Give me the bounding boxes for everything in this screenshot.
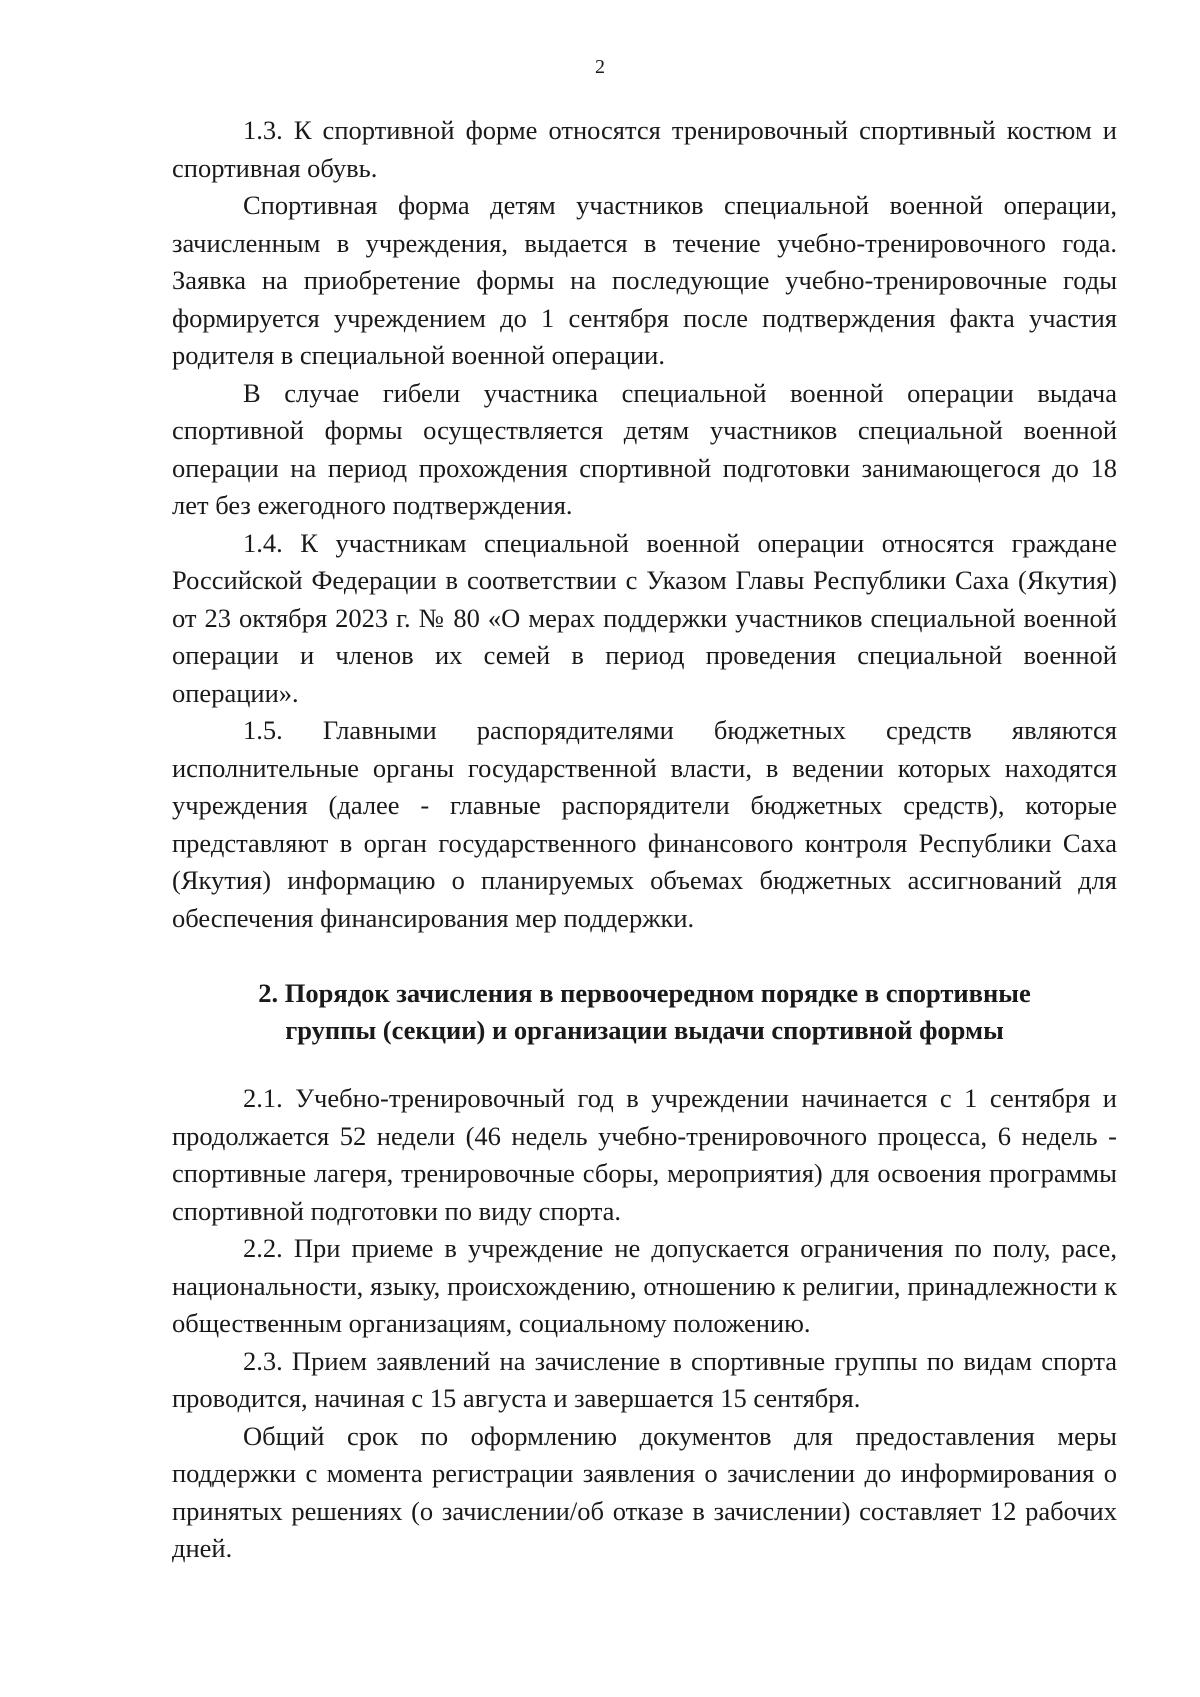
section-1 [172, 112, 1117, 937]
section-2-heading-line-1: 2. Порядок зачисления в первоочередном порядке в спортивные [258, 978, 1031, 1008]
document-body [172, 112, 1117, 1568]
page-number: 2 [595, 56, 605, 78]
paragraph-2-1: 2.1. Учебно-тренировочный год в учреждении начинается с 1 сентября и продолжается 52 недели (46 недель учебно-тренировочного процесса, 6 недель - спортивные лагеря, тренировочные сборы, мероприятия) для освоения программы спортивной подготовки по виду спорта. [172, 1083, 1117, 1226]
paragraph-1-3: 1.3. К спортивной форме относятся тренировочный спортивный костюм и спортивная обувь. [172, 115, 1117, 183]
paragraph-1-5: 1.5. Главными распорядителями бюджетных средств являются исполнительные органы государственной власти, в ведении которых находятся учреждения (далее - главные распорядители бюджетных средств), которые представляют в орган государственного финансового контроля Республики Саха (Якутия) информацию о планируемых объемах бюджетных ассигнований для обеспечения финансирования мер поддержки. [172, 715, 1117, 933]
paragraph-sport-uniform-issue: Спортивная форма детям участников специальной военной операции, зачисленным в учреждения, выдается в течение учебно-тренировочного года. Заявка на приобретение формы на последующие учебно-тренировочные годы формируется учреждением до 1 сентября после подтверждения факта участия родителя в специальной военной операции. [172, 190, 1117, 370]
paragraph-death-case: В случае гибели участника специальной военной операции выдача спортивной формы осуществляется детям участников специальной военной операции на период прохождения спортивной подготовки занимающегося до 18 лет без ежегодного подтверждения. [172, 377, 1117, 520]
section-2-heading [172, 975, 1117, 1049]
paragraph-2-3: 2.3. Прием заявлений на зачисление в спортивные группы по видам спорта проводится, начиная с 15 августа и завершается 15 сентября. [172, 1345, 1117, 1413]
paragraph-2-2: 2.2. При приеме в учреждение не допускается ограничения по полу, расе, национальности, языку, происхождению, отношению к религии, принадлежности к общественным организациям, социальному положению. [172, 1233, 1117, 1338]
paragraph-1-4: 1.4. К участникам специальной военной операции относятся граждане Российской Федерации в соответствии с Указом Главы Республики Саха (Якутия) от 23 октября 2023 г. № 80 «О мерах поддержки участников специальной военной операции и членов их семей в период проведения специальной военной операции». [172, 527, 1117, 708]
section-2 [172, 1080, 1117, 1568]
section-2-heading-line-2: группы (секции) и организации выдачи спортивной формы [285, 1015, 1004, 1045]
paragraph-processing-term: Общий срок по оформлению документов для предоставления меры поддержки с момента регистрации заявления о зачислении до информирования о принятых решениях (о зачислении/об отказе в зачислении) составляет 12 рабочих дней. [172, 1420, 1117, 1563]
